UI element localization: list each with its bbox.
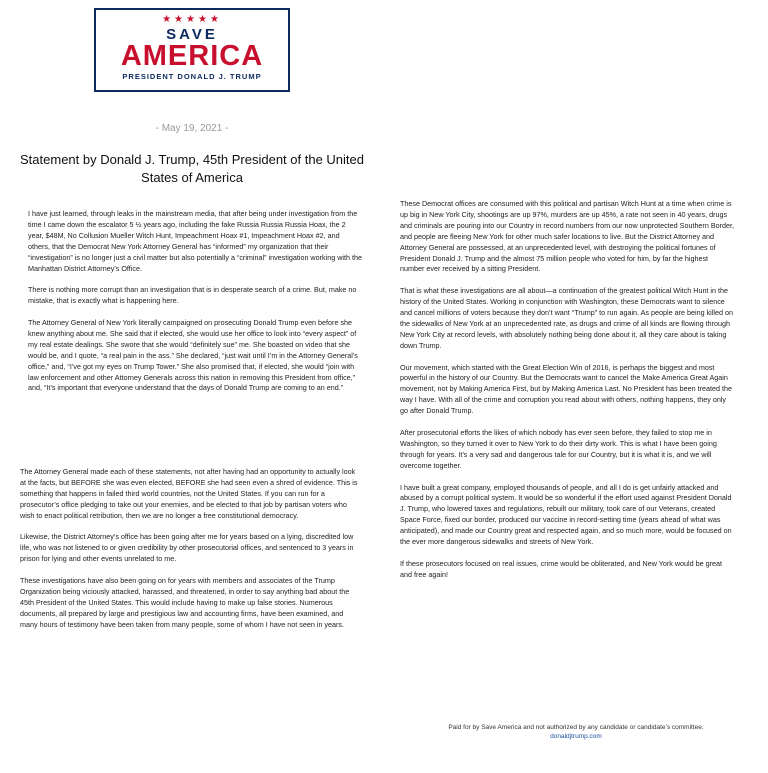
right-column: [400, 199, 734, 581]
paragraph: I have just learned, through leaks in the mainstream media, that after being under investigation from the time I came down the escalator 5 ½ years ago, including the fake Russia Russia Russia Hoax, the 2 year, $48M, No Collusion Mueller Witch Hunt, Impeachment Hoax #1, Impeachment Hoax #2, and others, that the Democrat New York Attorney General has “informed” my organization that their “investigation” is no longer just a civil matter but also potentially a “criminal” investigation working with the Manhattan District Attorney’s Office.: [28, 209, 362, 273]
statement-date: - May 19, 2021 -: [155, 123, 229, 134]
paragraph: The Attorney General made each of these statements, not after having had an opportunity to actually look at the facts, but BEFORE she was even elected, BEFORE she had seen even a shred of evidence. This is something that happens in failed third world countries, not the United States. If you can run for a prosecutor’s office pledging to take out your enemies, and be elected to that job by partisan voters who wish to enact political retribution, then we are no longer a free constitutional democracy.: [20, 467, 358, 520]
paragraph: That is what these investigations are all about—a continuation of the greatest political Witch Hunt in the history of the United States. Working in conjunction with Washington, these Democrats want to silence and cancel millions of voters because they don’t want “Trump” to run again. As people are being killed on the sidewalks of New York at an unprecedented rate, as drugs and crime of all kinds are flowing through New York City at record levels, with absolutely nothing being done about it, all they care about is taking down Trump.: [400, 286, 733, 350]
statement-title: Statement by Donald J. Trump, 45th President of the United States of America: [20, 152, 364, 185]
logo-america-text: AMERICA: [120, 40, 264, 72]
footer: [384, 723, 768, 741]
footer-disclaimer: Paid for by Save America and not authorized by any candidate or candidate’s committee.: [448, 724, 704, 731]
paragraph: There is nothing more corrupt than an investigation that is in desperate search of a crime. But, make no mistake, that is exactly what is happening here.: [28, 285, 357, 306]
logo-save-text: SAVE: [166, 26, 218, 43]
logo-stars: ★★★★★: [162, 14, 222, 25]
paragraph: If these prosecutors focused on real issues, crime would be obliterated, and New York would be great and free again!: [400, 558, 723, 579]
save-america-logo: [94, 8, 290, 92]
paragraph: Likewise, the District Attorney’s office has been going after me for years based on a lying, discredited low life, who was not listened to or given credibility by other prosecutorial offices, and sentenced to 3 years in prison for lying and other events unrelated to me.: [20, 532, 354, 564]
left-column-bottom: [20, 467, 362, 631]
paragraph: I have built a great company, employed thousands of people, and all I do is get unfairly attacked and abused by a corrupt political system. It would be so wonderful if the effort used against President Donald J. Trump, who lowered taxes and regulations, rebuilt our military, took care of our Veterans, created Space Force, fixed our border, produced our vaccine in record-setting time (years ahead of what was anticipated), and made our Country great and respected again, and so much more, would be focused on the ever more dangerous sidewalks and streets of New York.: [400, 482, 732, 547]
logo-president-text: PRESIDENT DONALD J. TRUMP: [122, 72, 262, 81]
paragraph: These Democrat offices are consumed with this political and partisan Witch Hunt at a time when crime is up big in New York City, shootings are up 97%, murders are up 45%, a rate not seen in 40 years, drugs and criminals are pouring into our Country in record numbers from our now unprotected Southern Border, and people are fleeing New York for other much safer locations to live. But the District Attorney and Attorney General are possessed, at an unprecedented level, with destroying the political fortunes of President Donald J. Trump and the almost 75 million people who voted for him, by far the highest number ever received by a sitting President.: [400, 199, 734, 274]
paragraph: The Attorney General of New York literally campaigned on prosecuting Donald Trump even before she knew anything about me. She said that if elected, she would use her office to look into “every aspect” of my real estate dealings. She swore that she would “definitely sue” me. She boasted on video that she would be, and I quote, “a real pain in the ass.” She declared, “just wait until I’m in the Attorney General’s office,” and, “I’ve got my eyes on Trump Tower.” She also promised that, if elected, she would “join with law enforcement and other Attorney Generals across this nation in removing this President from office,” and, “It’s important that everyone understand that the days of Donald Trump are coming to an end.”: [28, 318, 358, 393]
footer-link[interactable]: donaldjtrump.com: [550, 733, 602, 740]
paragraph: After prosecutorial efforts the likes of which nobody has ever seen before, they failed to stop me in Washington, so they turned it over to New York to do their dirty work. This is what I have been going through for years. It’s a very sad and dangerous tale for our Country, but it is what it is, and we will overcome together.: [400, 427, 717, 470]
left-column-top: [28, 209, 362, 394]
paragraph: Our movement, which started with the Great Election Win of 2016, is perhaps the biggest and most powerful in the history of our Country. But the Democrats want to cancel the Make America Great Again movement, not by Making America First, but by Making America Last. No President has been treated the way I have. With all of the crime and corruption you read about with others, nothing happens, they only go after Donald Trump.: [400, 362, 732, 416]
paragraph: These investigations have also been going on for years with members and associates of the Trump Organization being viciously attacked, harassed, and threatened, in order to say anything bad about the 45th President of the United States. This would include having to make up false stories. Numerous documents, all prepared by large and prestigious law and accounting firms, have been examined, and many hours of testimony have been taken from many people, some of whom I have not seen in years.: [20, 576, 350, 629]
